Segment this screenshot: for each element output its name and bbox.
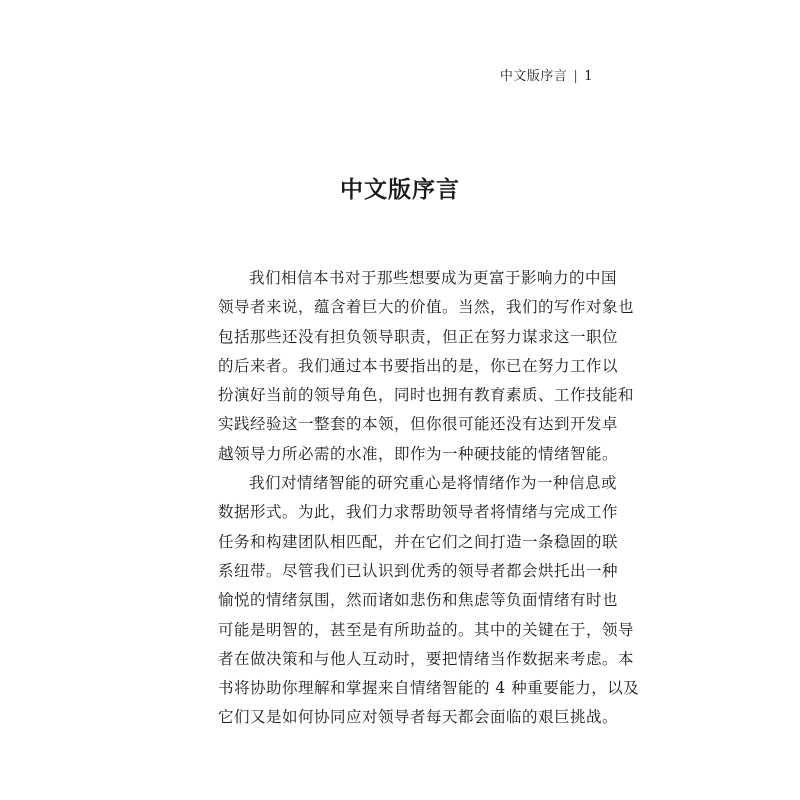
paragraph-line: 的后来者。我们通过本书要指出的是，你已在努力工作以 <box>218 356 619 375</box>
paragraph-line: 任务和构建团队相匹配，并在它们之间打造一条稳固的联 <box>218 532 619 551</box>
paragraph-line: 系纽带。尽管我们已认识到优秀的领导者都会烘托出一种 <box>218 561 619 580</box>
body-text <box>218 264 640 733</box>
paragraph-line: 可能是明智的，甚至是有所助益的。其中的关键在于，领导 <box>218 620 635 639</box>
header-separator: | <box>573 69 579 84</box>
paragraph-line: 愉悦的情绪氛围，然而诸如悲伤和焦虑等负面情绪有时也 <box>218 591 619 610</box>
running-header <box>500 68 593 86</box>
paragraph-line: 越领导力所必需的水准，即作为一种硬技能的情绪智能。 <box>218 444 619 463</box>
paragraph-line: 书将协助你理解和掌握来自情绪智能的 4 种重要能力，以及 <box>218 679 640 698</box>
chapter-title: 中文版序言 <box>340 177 460 203</box>
paragraph-line: 它们又是如何协同应对领导者每天都会面临的艰巨挑战。 <box>218 708 619 727</box>
running-title: 中文版序言 <box>499 69 568 84</box>
paragraph-line: 我们相信本书对于那些想要成为更富于影响力的中国 <box>249 269 618 287</box>
paragraph-line: 我们对情绪智能的研究重心是将情绪作为一种信息或 <box>249 474 618 493</box>
paragraph-line: 数据形式。为此，我们力求帮助领导者将情绪与完成工作 <box>218 503 619 522</box>
paragraph-line: 包括那些还没有担负领导职责，但正在努力谋求这一职位 <box>218 327 619 346</box>
page-number: 1 <box>584 69 593 84</box>
paragraph-line: 者在做决策和与他人互动时，要把情绪当作数据来考虑。本 <box>218 649 635 668</box>
paragraph-line: 领导者来说，蕴含着巨大的价值。当然，我们的写作对象也 <box>218 298 635 317</box>
paragraph-2 <box>218 469 640 733</box>
paragraph-line: 实践经验这一整套的本领，但你很可能还没有达到开发卓 <box>218 415 619 434</box>
paragraph-line: 扮演好当前的领导角色，同时也拥有教育素质、工作技能和 <box>218 386 635 405</box>
paragraph-1 <box>218 264 635 469</box>
